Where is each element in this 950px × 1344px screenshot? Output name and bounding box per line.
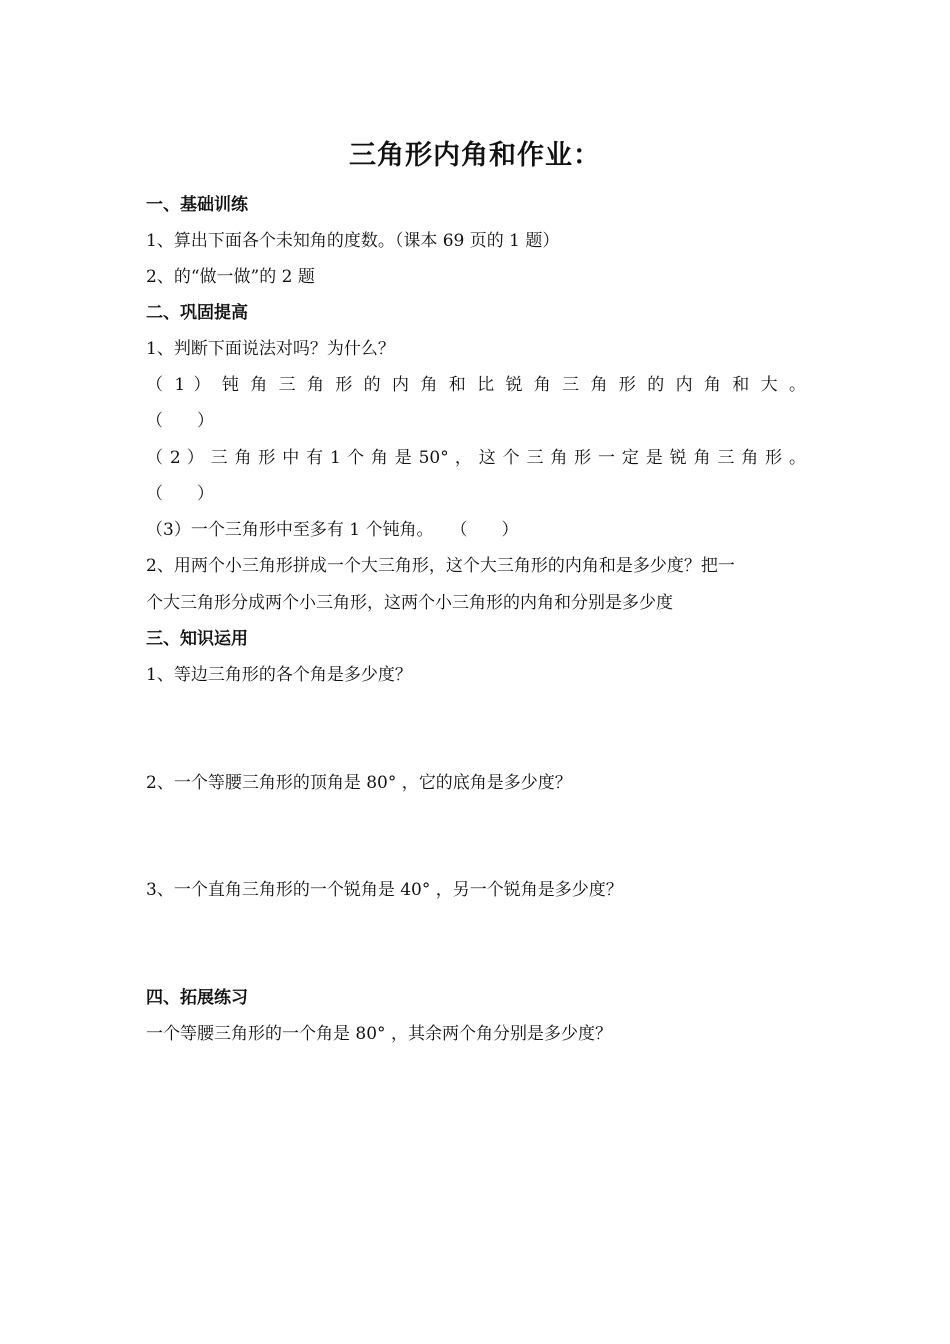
question-2-2-line-2: 个大三角形分成两个小三角形，这两个小三角形的内角和分别是多少度	[146, 593, 673, 613]
judgement-1-text: （ 1 ） 钝 角 三 角 形 的 内 角 和 比 锐 角 三 角 形 的 内 角 和 大 。	[146, 375, 806, 395]
section-heading-extension: 四、拓展练习	[146, 988, 248, 1008]
section-heading-basic-training: 一、基础训练	[146, 195, 248, 215]
section-heading-consolidation: 二、巩固提高	[146, 303, 248, 323]
judgement-2-text: （ 2 ） 三 角 形 中 有 1 个 角 是 50° ， 这 个 三 角 形 一 定 是 锐 角 三 角 形 。	[146, 448, 806, 468]
page-title: 三角形内角和作业：	[349, 140, 601, 171]
question-2-2-line-1: 2、用两个小三角形拼成一个大三角形，这个大三角形的内角和是多少度？把一	[146, 556, 735, 576]
question-4-1: 一个等腰三角形的一个角是 80° ，其余两个角分别是多少度？	[146, 1024, 612, 1044]
question-3-2: 2、一个等腰三角形的顶角是 80° ，它的底角是多少度？	[146, 773, 572, 793]
question-1-1: 1、算出下面各个未知角的度数。（课本 69 页的 1 题）	[146, 231, 560, 251]
question-3-1: 1、等边三角形的各个角是多少度？	[146, 665, 412, 685]
section-heading-application: 三、知识运用	[146, 629, 248, 649]
question-1-2: 2、的“做一做”的 2 题	[146, 267, 315, 287]
judgement-2-answer-blank: （ ）	[146, 484, 214, 504]
judgement-3-text: （3）一个三角形中至多有 1 个钝角。 （ ）	[146, 520, 519, 540]
question-3-3: 3、一个直角三角形的一个锐角是 40° ，另一个锐角是多少度？	[146, 880, 623, 900]
judgement-1-answer-blank: （ ）	[146, 411, 214, 431]
question-2-1: 1、判断下面说法对吗？为什么？	[146, 339, 395, 359]
